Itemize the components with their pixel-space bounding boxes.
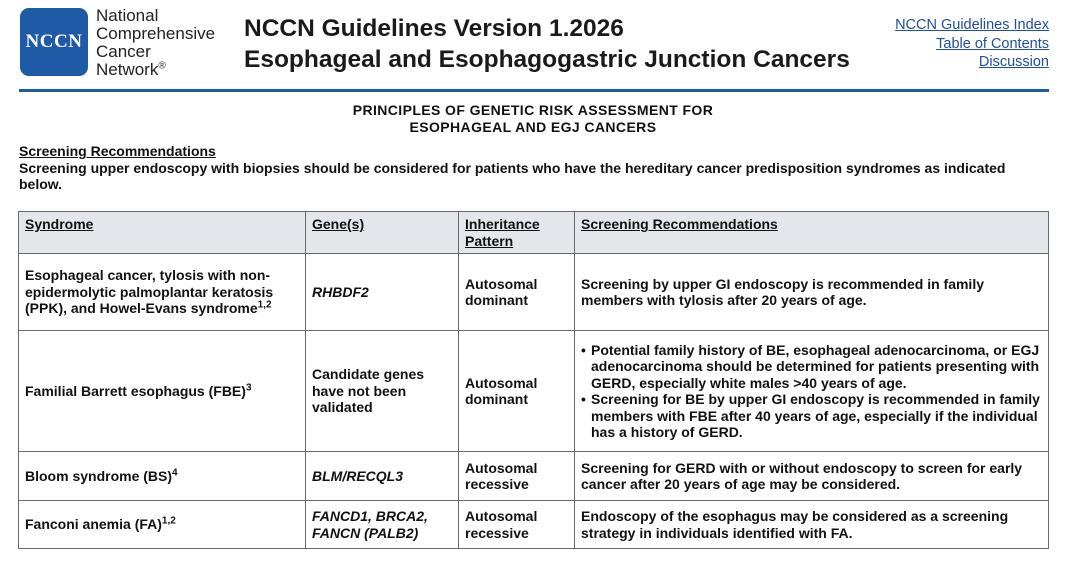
list-item: • Potential family history of BE, esophageal adenocarcinoma, or EGJ adenocarcinoma should be determined for patients presenting with GERD, especially white males >40 years of age. xyxy=(581,342,1042,392)
footnote-ref: 4 xyxy=(172,467,178,479)
footnote-ref: 3 xyxy=(245,382,252,394)
footnote-ref: 1,2 xyxy=(257,299,272,311)
recommendation-list xyxy=(581,342,1042,441)
syndrome-cell: Fanconi anemia (FA)$^{1,2}$ xyxy=(19,501,306,549)
discussion-link[interactable]: Discussion xyxy=(978,54,1049,70)
screening-heading: Screening Recommendations xyxy=(19,143,216,159)
header-nav xyxy=(895,16,1049,72)
inheritance-cell: Autosomal recessive xyxy=(459,501,575,549)
list-item: • Screening for BE by upper GI endoscopy is recommended in family members with FBE after 40 years of age, especially if the individual has a history of GERD. xyxy=(581,391,1042,441)
recommendation-cell: Screening for GERD with or without endoscopy to screen for early cancer after 20 years of age may be considered. xyxy=(575,452,1049,501)
recommendation-cell: Screening by upper GI endoscopy is recommended in family members with tylosis after 20 years of age. xyxy=(575,254,1049,331)
table-row xyxy=(19,452,1049,501)
guidelines-version: NCCN Guidelines Version 1.2026 xyxy=(244,15,624,42)
logo-text: NCCN xyxy=(25,31,83,52)
header-syndrome: Syndrome xyxy=(19,212,306,254)
recommendation-cell: Endoscopy of the esophagus may be considered as a screening strategy in individuals identified with FA. xyxy=(575,501,1049,549)
document-title xyxy=(244,13,850,75)
recommendation-cell xyxy=(575,331,1049,452)
header-divider xyxy=(19,89,1049,92)
table-row xyxy=(19,331,1049,452)
screening-intro xyxy=(19,143,1049,193)
screening-intro-text: Screening upper endoscopy with biopsies should be considered for patients who have the hereditary cancer predisposition syndromes as indicated below. xyxy=(19,159,1006,192)
table-row xyxy=(19,254,1049,331)
inheritance-cell: Autosomal dominant xyxy=(459,331,575,452)
genes-cell: BLM/RECQL3 xyxy=(306,452,459,501)
section-title-line: ESOPHAGEAL AND EGJ CANCERS xyxy=(409,119,657,135)
table-of-contents-link[interactable]: Table of Contents xyxy=(936,35,1049,52)
syndrome-table xyxy=(18,211,1049,549)
syndrome-cell: Familial Barrett esophagus (FBE)$^3$ xyxy=(19,331,306,452)
guidelines-index-link[interactable]: NCCN Guidelines Index xyxy=(895,17,1049,33)
header-inheritance: Inheritance Pattern xyxy=(459,212,575,254)
inheritance-cell: Autosomal dominant xyxy=(459,254,575,331)
nccn-logo xyxy=(20,8,88,76)
footnote-ref: 1,2 xyxy=(161,515,176,527)
org-name-line: Comprehensive xyxy=(96,24,216,43)
syndrome-cell: Bloom syndrome (BS)$^4$ xyxy=(19,452,306,501)
section-title-line: PRINCIPLES OF GENETIC RISK ASSESSMENT FOR xyxy=(352,102,714,118)
syndrome-cell: Esophageal cancer, tylosis with non-epidermolytic palmoplantar keratosis (PPK), and Howel-Evans syndrome$^{1,2}$ xyxy=(19,254,306,331)
guideline-topic: Esophageal and Esophagogastric Junction Cancers xyxy=(244,46,850,73)
org-name-line: Cancer xyxy=(96,42,151,61)
org-name-line: Network® xyxy=(96,60,166,79)
table-header-row xyxy=(19,212,1049,254)
genes-cell: RHBDF2 xyxy=(306,254,459,331)
genes-cell: FANCD1, BRCA2, FANCN (PALB2) xyxy=(306,501,459,549)
organization-name xyxy=(96,7,215,79)
genes-cell: Candidate genes have not been validated xyxy=(306,331,459,452)
inheritance-cell: Autosomal recessive xyxy=(459,452,575,501)
header-screening: Screening Recommendations xyxy=(575,212,1049,254)
org-name-line: National xyxy=(96,6,159,25)
table-row xyxy=(19,501,1049,549)
section-title xyxy=(0,102,1066,136)
header-genes: Gene(s) xyxy=(306,212,459,254)
registered-mark: ® xyxy=(158,60,166,72)
